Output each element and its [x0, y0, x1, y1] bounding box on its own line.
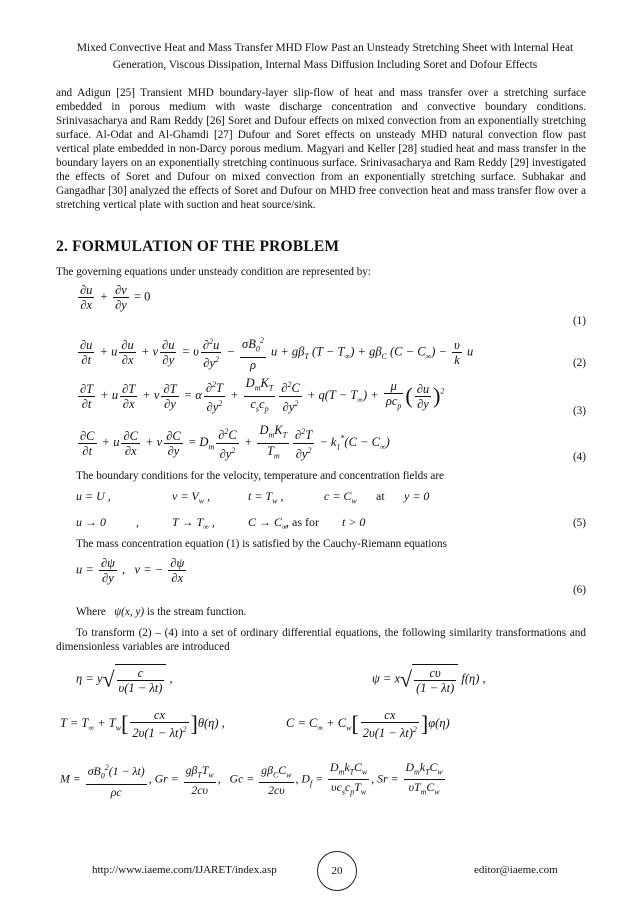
equation-number-2: (2): [572, 357, 586, 369]
bc-as-for-label: , as for: [286, 515, 319, 529]
bc-v-equals-Vw: $v = V_w$ ,: [172, 489, 211, 506]
bc-at-label: at: [376, 489, 385, 503]
dimensionless-parameters: M = $\frac{\sigma B_0^2(1 - \lambda t)}{\rho c}$ , Gr = $\frac{g\beta_TT_w}{2c\upsilon}$ , Gc = $\frac{g\beta_CC_w}{2c\upsilon}$ , $D_f$ = $\frac{D_mk_TC_w}{\upsilon c_sc_pT_w}$ , Sr = $\frac{D_mk_TC_w}{\upsilon T_mC_w}$: [60, 760, 443, 799]
intro-paragraph: and Adigun [25] Transient MHD boundary-layer slip-flow of heat and mass transfer over a stretching surface embedded in porous medium with waste discharge concentration and convective boundary conditions. Srinivasacharya and Ram Reddy [26] Soret and Dufour effects on mixed convection from an exponentially stretching surface. Al-Odat and Al-Ghamdi [27] Dufour and Soret effects on unsteady MHD natural convection flow past vertical plate embedded in non-Darcy porous medium. Magyari and Keller [28] studied heat and mass transfer in the boundary layers on an exponentially stretching continuous surface. Srinivasacharya and Ram Reddy [29] investigated the effects of Soret and Dufour on mixed convection from an exponentially stretching surface. Subhakar and Gangadhar [30] analyzed the effects of Soret and Dufour on MHD free convection heat and mass transfer flow over a stretching vertical plate with suction and heat source/sink.: [56, 87, 586, 211]
equation-2-momentum: $\frac{\partial u}{\partial t}$ + u $\frac{\partial u}{\partial x}$ + v $\frac{\partial u}{\partial y}$ = υ $\frac{\partial^2u}{\partial y^2}$ − $\frac{\sigma B_0^2}{\rho}$ $u + g\beta_T$ $(T - T_\infty) + g\beta_C$ $(C - C_\infty)$ − $\frac{\upsilon}{k}$ u: [80, 336, 474, 372]
bc-C-to-Cinf: $C \to C_\infty$: [248, 515, 288, 532]
equation-4-concentration: $\frac{\partial C}{\partial t}$ + u $\frac{\partial C}{\partial x}$ + v $\frac{\partial C}{\partial y}$ = $D_m$ $\frac{\partial^2C}{\partial y^2}$ + $\frac{D_mK_T}{T_m}$ $\frac{\partial^2T}{\partial y^2}$ − $k_1^*(C - C_\infty)$: [80, 423, 390, 461]
section-title: 2. FORMULATION OF THE PROBLEM: [56, 238, 340, 255]
bc-y-equals-0: y = 0: [404, 489, 430, 503]
equation-number-5: (5): [572, 517, 586, 529]
equation-3-energy: $\frac{\partial T}{\partial t}$ + u $\frac{\partial T}{\partial x}$ + v $\frac{\partial T}{\partial y}$ = α $\frac{\partial^2T}{\partial y^2}$ + $\frac{D_mK_T}{c_sc_p}$ $\frac{\partial^2C}{\partial y^2}$ + $q(T - T_\infty)$ + $\frac{\mu}{\rho c_p}$ ( $\frac{\partial u}{\partial y}$ )$^2$: [80, 376, 445, 414]
psi-definition: ψ = x√ $\frac{c\upsilon}{(1 - \lambda t)}$ f(η) ,: [372, 666, 486, 695]
equation-6-stream-function: u = $\frac{\partial\psi}{\partial y}$ , v = − $\frac{\partial\psi}{\partial x}$: [76, 556, 185, 585]
boundary-text: The boundary conditions for the velocity, temperature and concentration fields are: [76, 470, 445, 482]
governing-text: The governing equations under unsteady condition are represented by:: [56, 266, 372, 278]
cauchy-text: The mass concentration equation (1) is satisfied by the Cauchy-Riemann equations: [76, 538, 447, 550]
bc-u-to-0: u → 0: [76, 515, 106, 529]
equation-number-4: (4): [572, 451, 586, 463]
equation-number-3: (3): [572, 405, 586, 417]
footer-email-link[interactable]: editor@iaeme.com: [474, 864, 558, 876]
where-text: Where ψ(x, y) is the stream function.: [76, 606, 247, 618]
footer-url-link[interactable]: http://www.iaeme.com/IJARET/index.asp: [92, 864, 277, 876]
psi-symbol: ψ(x, y): [114, 606, 145, 618]
equation-1-continuity: $\frac{\partial u}{\partial x}$ + $\frac{\partial v}{\partial y}$ = 0: [80, 283, 151, 312]
eta-definition: η = y√ $\frac{c}{\upsilon(1 - \lambda t)}$ ,: [76, 666, 173, 695]
running-header-line-2: Generation, Viscous Dissipation, Internal Mass Diffusion Including Soret and Dofour Effects: [112, 59, 538, 71]
temperature-definition: $T = T_\infty + T_w$[ $\frac{cx}{2\upsilon(1 - \lambda t)^2}$ ]θ(η) ,: [60, 708, 225, 741]
running-header: [60, 40, 590, 74]
bc-t-greater-0: t > 0: [342, 515, 366, 529]
equation-number-6: (6): [572, 584, 586, 596]
bc-T-to-Tinf: $T \to T_\infty$ ,: [172, 515, 215, 532]
equation-number-1: (1): [572, 315, 586, 327]
page-number-badge: 20: [317, 851, 357, 891]
bc-c-equals-Cw: $c = C_w$: [324, 489, 357, 506]
bc-comma: ,: [136, 515, 139, 529]
transform-text: To transform (2) – (4) into a set of ordinary differential equations, the following similarity transformations and dimensionless variables are introduced: [56, 627, 586, 653]
bc-u-equals-U: u = U ,: [76, 489, 111, 503]
running-header-line-1: Mixed Convective Heat and Mass Transfer MHD Flow Past an Unsteady Stretching Sheet with Internal Heat: [76, 42, 574, 54]
concentration-definition: $C = C_\infty + C_w$[ $\frac{cx}{2\upsilon(1 - \lambda t)^2}$ ]φ(η): [286, 708, 450, 741]
bc-t-equals-Tw: $t = T_w$ ,: [248, 489, 284, 506]
